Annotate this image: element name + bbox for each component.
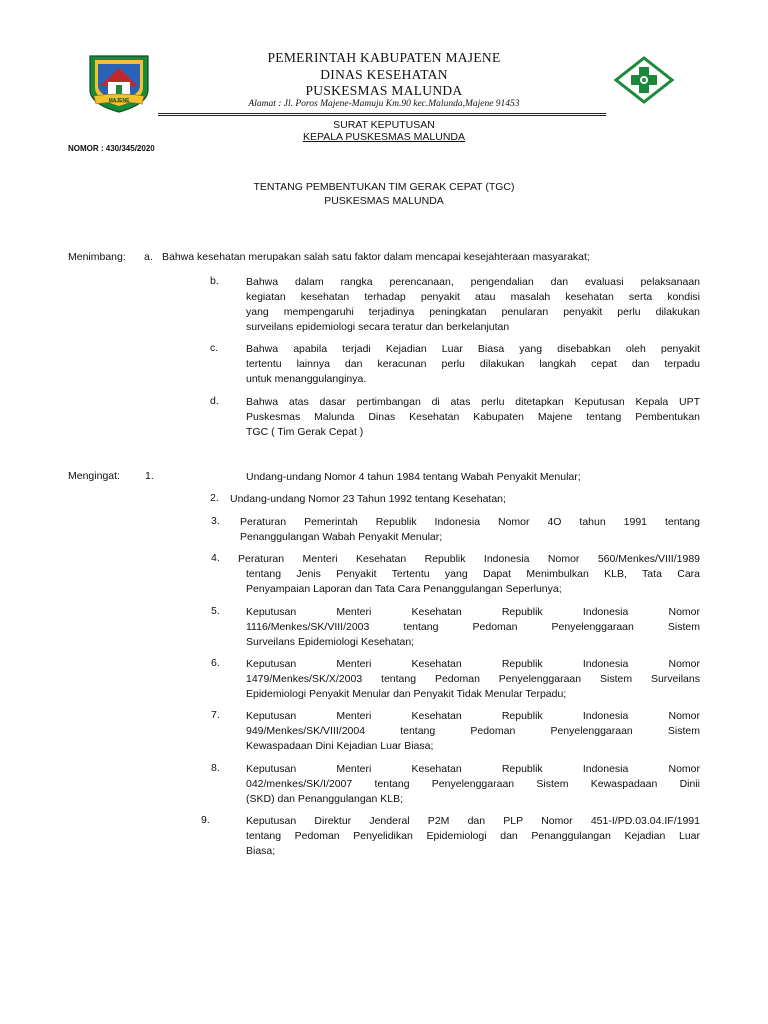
crest-ribbon-text: MAJENE — [108, 98, 130, 104]
menimbang-marker-b: b. — [210, 275, 219, 287]
menimbang-item-d — [246, 395, 700, 440]
letterhead-agency: DINAS KESEHATAN — [320, 67, 448, 82]
menimbang-marker-a: a. — [144, 251, 153, 263]
mengingat-7-line: 949/Menkes/SK/VIII/2004 tentang Pedoman Penyelenggaraan Sistem — [246, 725, 700, 737]
menimbang-c-line: Bahwa apabila terjadi Kejadian Luar Biasa yang disebabkan oleh penyakit — [246, 343, 700, 355]
menimbang-item-c — [246, 342, 700, 387]
mengingat-marker-7: 7. — [211, 709, 220, 721]
menimbang-d-line: Bahwa atas dasar pertimbangan di atas perlu ditetapkan Keputusan Kepala UPT — [246, 396, 700, 408]
mengingat-marker-8: 8. — [211, 762, 220, 774]
mengingat-6-line: Keputusan Menteri Kesehatan Republik Indonesia Nomor — [246, 658, 700, 670]
mengingat-5-line: Surveilans Epidemiologi Kesehatan; — [246, 636, 415, 648]
mengingat-item-9 — [246, 814, 700, 859]
mengingat-6-line: 1479/Menkes/SK/X/2003 tentang Pedoman Penyelenggaraan Sistem Surveilans — [246, 673, 700, 685]
mengingat-6-line: Epidemiologi Penyakit Menular dan Penyakit Tidak Menular Terpadu; — [246, 688, 567, 700]
letterhead-government: PEMERINTAH KABUPATEN MAJENE — [267, 50, 501, 65]
menimbang-b-line: surveilans epidemiologi secara teratur dan berkelanjutan — [246, 321, 510, 333]
mengingat-9-line: Keputusan Direktur Jenderal P2M dan PLP Nomor 451-I/PD.03.04.IF/1991 — [246, 815, 700, 827]
mengingat-item-2 — [230, 492, 700, 507]
mengingat-item-7 — [246, 709, 700, 754]
letterhead-puskesmas: PUSKESMAS MALUNDA — [305, 83, 463, 98]
mengingat-5-line: 1116/Menkes/SK/VIII/2003 tentang Pedoman Penyelenggaraan Sistem — [246, 621, 700, 633]
menimbang-item-b — [246, 275, 700, 335]
mengingat-item-1 — [246, 470, 700, 485]
mengingat-item-8 — [246, 762, 700, 807]
mengingat-9-line: tentang Pedoman Penyelidikan Epidemiologi dan Penanggulangan Kejadian Luar — [246, 830, 700, 842]
menimbang-b-line: kegiatan kesehatan terhadap penyakit atau masalah kesehatan serta kondisi — [246, 291, 700, 303]
decree-number: NOMOR : 430/345/2020 — [68, 144, 155, 153]
mengingat-marker-6: 6. — [211, 657, 220, 669]
menimbang-c-line: untuk menanggulanginya. — [246, 373, 367, 385]
mengingat-marker-2: 2. — [210, 492, 219, 504]
menimbang-text-a: Bahwa kesehatan merupakan salah satu faktor dalam mencapai kesejahteraan masyarakat; — [162, 251, 590, 263]
mengingat-marker-4: 4. — [211, 552, 220, 564]
mengingat-marker-1: 1. — [145, 470, 154, 482]
mengingat-4-line: Penyampaian Laporan dan Tata Cara Penanggulangan Seperlunya; — [246, 583, 562, 595]
menimbang-c-line: tertentu lainnya dan keracunan perlu dilakukan langkah cepat dan terpadu — [246, 358, 700, 370]
letterhead-divider — [158, 113, 606, 114]
menimbang-b-line: yang mempengaruhi terjadinya peningkatan penularan penyakit perlu dilakukan — [246, 306, 700, 318]
mengingat-item-3 — [240, 515, 700, 545]
decree-type: SURAT KEPUTUSAN — [333, 119, 435, 131]
mengingat-4-line: tentang Jenis Penyakit Tertentu yang Dapat Menimbulkan KLB, Tata Cara — [246, 568, 700, 580]
mengingat-marker-3: 3. — [211, 515, 220, 527]
mengingat-9-line: Biasa; — [246, 845, 276, 857]
mengingat-1-line: Undang-undang Nomor 4 tahun 1984 tentang Wabah Penyakit Menular; — [246, 471, 581, 483]
mengingat-8-line: (SKD) dan Penanggulangan KLB; — [246, 793, 404, 805]
mengingat-marker-5: 5. — [211, 605, 220, 617]
mengingat-2-line: Undang-undang Nomor 23 Tahun 1992 tentang Kesehatan; — [230, 493, 506, 505]
menimbang-marker-d: d. — [210, 395, 219, 407]
menimbang-d-line: Puskesmas Malunda Dinas Kesehatan Kabupaten Majene tentang Pembentukan — [246, 411, 700, 423]
letterhead-address: Alamat : Jl. Poros Majene-Mamuju Km.90 kec.Malunda,Majene 91453 — [248, 99, 520, 109]
mengingat-label: Mengingat: — [68, 470, 120, 482]
mengingat-8-line: Keputusan Menteri Kesehatan Republik Indonesia Nomor — [246, 763, 700, 775]
mengingat-8-line: 042/menkes/SK/I/2007 tentang Penyelenggaraan Sistem Kewaspadaan Dinii — [246, 778, 700, 790]
letterhead-divider-second — [158, 115, 606, 116]
menimbang-label: Menimbang: — [68, 251, 126, 263]
decree-title-line1: TENTANG PEMBENTUKAN TIM GERAK CEPAT (TGC) — [253, 181, 515, 193]
menimbang-d-line: TGC ( Tim Gerak Cepat ) — [246, 426, 364, 438]
menimbang-marker-c: c. — [210, 342, 219, 354]
mengingat-marker-9: 9. — [201, 814, 210, 826]
menimbang-b-line: Bahwa dalam rangka perencanaan, pengendalian dan evaluasi pelaksanaan — [246, 276, 700, 288]
mengingat-5-line: Keputusan Menteri Kesehatan Republik Indonesia Nomor — [246, 606, 700, 618]
mengingat-7-line: Kewaspadaan Dini Kejadian Luar Biasa; — [246, 740, 434, 752]
mengingat-7-line: Keputusan Menteri Kesehatan Republik Indonesia Nomor — [246, 710, 700, 722]
decree-title-line2: PUSKESMAS MALUNDA — [324, 195, 444, 207]
mengingat-4-line: Peraturan Menteri Kesehatan Republik Indonesia Nomor 560/Menkes/VIII/1989 — [238, 553, 700, 565]
mengingat-item-5 — [246, 605, 700, 650]
mengingat-item-4 — [238, 552, 700, 597]
mengingat-3-line: Peraturan Pemerintah Republik Indonesia Nomor 4O tahun 1991 tentang — [240, 516, 700, 528]
mengingat-item-6 — [246, 657, 700, 702]
mengingat-3-line: Penanggulangan Wabah Penyakit Menular; — [240, 531, 443, 543]
decree-issuer: KEPALA PUSKESMAS MALUNDA — [302, 131, 466, 143]
